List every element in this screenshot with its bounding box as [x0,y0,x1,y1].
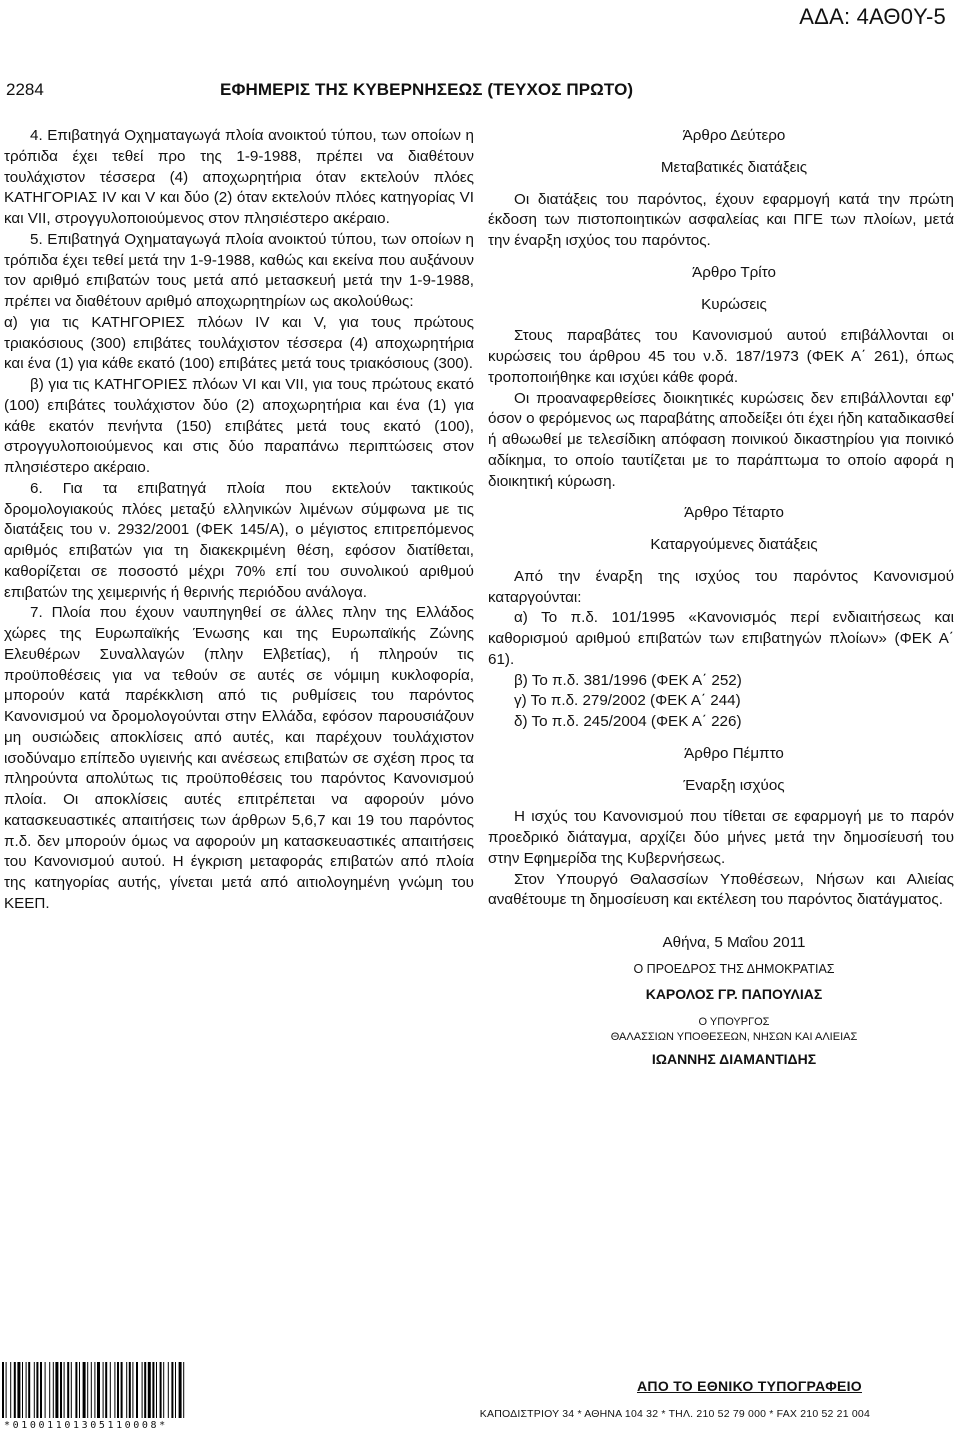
article-4-intro: Από την έναρξη της ισχύος του παρόντος Κανονισμού καταργούνται: [488,567,954,606]
left-column [4,126,474,915]
printer-address: ΚΑΠΟΔΙΣΤΡΙΟΥ 34 * ΑΘΗΝΑ 104 32 * ΤΗΛ. 210 52 79 000 * FAX 210 52 21 004 [479,1408,870,1420]
page-header [0,80,960,106]
barcode-image [2,1362,266,1418]
minister-title-2: ΘΑΛΑΣΣΙΩΝ ΥΠΟΘΕΣΕΩΝ, ΝΗΣΩΝ ΚΑΙ ΑΛΙΕΙΑΣ [610,1030,858,1043]
paragraph-5: 5. Επιβατηγά Οχηματαγωγά πλοία ανοικτού τύπου, των οποίων η τρόπιδα έχει τεθεί μετά την 1-9-1988, καθώς και εκείνα που αυξάνουν τον αριθμό επιβατών τους μετά από μετασκευή μετά την 1-9-1988, πρέπει να διαθέτουν αριθμό αποχωρητηρίων ως ακολούθως: [4,230,474,310]
article-4-item-b: β) Το π.δ. 381/1996 (ΦΕΚ Α΄ 252) [514,671,742,689]
page-number: 2284 [6,80,44,99]
article-3-title: Άρθρο Τρίτο [692,263,776,281]
president-title: Ο ΠΡΟΕΔΡΟΣ ΤΗΣ ΔΗΜΟΚΡΑΤΙΑΣ [633,961,835,976]
article-5-title: Άρθρο Πέμπτο [684,744,784,762]
printer-title: ΑΠΟ ΤΟ ΕΘΝΙΚΟ ΤΥΠΟΓΡΑΦΕΙΟ [637,1378,862,1394]
article-4-item-d: δ) Το π.δ. 245/2004 (ΦΕΚ Α΄ 226) [514,713,742,730]
article-2-text: Οι διατάξεις του παρόντος, έχουν εφαρμογή κατά την πρώτη έκδοση των πιστοποιητικών ασφαλείας και ΠΓΕ των πλοίων, μετά την έναρξη ισχύος του παρόντος. [488,190,954,249]
article-3-paragraph-2: Οι προαναφερθείσες διοικητικές κυρώσεις δεν επιβάλλονται εφ' όσον ο φερόμενος ως παραβάτης αποδείξει ότι έχει ήδη καταδικασθεί ή αθωωθεί με τελεσίδικη απόφαση ποινικού δικαστηρίου για ποινικό αδίκημα, το οποίο ταυτίζεται με το παράπτωμα το οποίο αφορά η διοικητική κύρωση. [488,389,954,490]
paragraph-6: 6. Για τα επιβατηγά πλοία που εκτελούν τακτικούς δρομολογιακούς πλόες μεταξύ ελληνικών λιμένων σύμφωνα με τις διατάξεις του ν. 2932/2001 (ΦΕΚ 145/Α), ο μέγιστος επιτρεπόμενος αριθμός επιβατών για τη διακεκριμένη θέση, εφόσον διατίθεται, καθορίζεται σε ποσοστό μέχρι 70% επί του συνολικού αριθμού επιβατών της χειμερινής ή θερινής περιόδου ανάλογα. [4,479,474,601]
article-5-subtitle: Έναρξη ισχύος [683,776,785,794]
paragraph-5b: β) για τις ΚΑΤΗΓΟΡΙΕΣ πλόων VI και VII, για τους πρώτους εκατό (100) επιβάτες τουλάχιστον δύο (2) αποχωρητήρια και ένα (1) για κάθε εκατόν πενήντα (150) επιβάτες μετά τους εκατό (100), στρογγυλοποιούμενος και στις δύο παραπάνω περιπτώσεις στον πλησιέστερο ακέραιο. [4,376,474,476]
right-column [488,126,954,1069]
journal-title: ΕΦΗΜΕΡΙΣ ΤΗΣ ΚΥΒΕΡΝΗΣΕΩΣ (ΤΕΥΧΟΣ ΠΡΩΤΟ) [220,80,634,99]
article-2-title: Άρθρο Δεύτερο [682,127,786,144]
article-4-title: Άρθρο Τέταρτο [684,504,784,522]
article-5-paragraph-1: Η ισχύς του Κανονισμού που τίθεται σε εφαρμογή με το παρόν προεδρικό διάταγμα, αρχίζει δύο μήνες μετά την δημοσίευσή του στην Εφημερίδα της Κυβερνήσεως. [488,808,954,867]
article-4-item-a: α) Το π.δ. 101/1995 «Κανονισμός περί ενδιαιτήσεως και καθορισμού αριθμού επιβατών των επιβατηγών πλοίων» (ΦΕΚ Α΄ 61). [488,609,954,668]
article-3-paragraph-1: Στους παραβάτες του Κανονισμού αυτού επιβάλλονται οι κυρώσεις του άρθρου 45 του ν.δ. 187/1973 (ΦΕΚ Α΄ 261), όπως τροποποιήθηκε και ισχύει κάθε φορά. [488,327,954,386]
place-date: Αθήνα, 5 Μαΐου 2011 [662,934,806,951]
paragraph-4: 4. Επιβατηγά Οχηματαγωγά πλοία ανοικτού τύπου, των οποίων η τρόπιδα έχει τεθεί προ της 1-9-1988, πρέπει να διαθέτουν τουλάχιστον τέσσερα (4) αποχωρητήρια όταν εκτελούν πλόες ΚΑΤΗΓΟΡΙΑΣ IV και V και δύο (2) όταν εκτελούν πλόες κατηγορίας VI και VII, στρογγυλοποιούμενος στον πλησιέστερο ακέραιο. [4,127,474,227]
president-name: ΚΑΡΟΛΟΣ ΓΡ. ΠΑΠΟΥΛΙΑΣ [645,985,823,1002]
minister-title-1: Ο ΥΠΟΥΡΓΟΣ [698,1015,770,1028]
article-3-subtitle: Κυρώσεις [701,295,767,313]
minister-name: ΙΩΑΝΝΗΣ ΔΙΑΜΑΝΤΙΔΗΣ [651,1050,817,1067]
paragraph-7: 7. Πλοία που έχουν ναυπηγηθεί σε άλλες πλην της Ελλάδος χώρες της Ευρωπαϊκής Ένωσης και της Ευρωπαϊκής Ζώνης Ελευθέρων Συναλλαγών (πλην Ελβετίας), ή πληρούν τις προϋποθέσεις για να τεθούν σε αυτές σε νόμιμη κυκλοφορία, μπορούν κατά παρέκκλιση από τις ρυθμίσεις του παρόντος Κανονισμού να δρομολογούνται στην Ελλάδα, εφόσον παρουσιάζουν μη ουσιώδεις αποκλίσεις από αυτές, και παρέχουν τουλάχιστον ισοδύναμο επίπεδο υγιεινής και ανέσεως επιβατών σε σχέση προς τα πληρούντα απολύτως τις προϋποθέσεις του παρόντος Κανονισμού πλοία. Οι αποκλίσεις αυτές επιτρέπεται να αφορούν μόνο κατασκευαστικές απαιτήσεις των άρθρων 5,6,7 και 19 του παρόντος π.δ. δεν μπορούν όμως να αφορούν μη κατασκευαστικές απαιτήσεις του Κανονισμού αυτού. Η έγκριση μεταφοράς επιβατών από πλοία της κατηγορίας αυτής, γίνεται μετά από αιτιολογημένη γνώμη του ΚΕΕΠ. [4,604,474,912]
paragraph-5a: α) για τις ΚΑΤΗΓΟΡΙΕΣ πλόων IV και V, για τους πρώτους τριακόσιους (300) επιβάτες τουλάχιστον τέσσερα (4) αποχωρητήρια και ένα (1) για κάθε εκατό (100) επιβάτες μετά τους τριακόσιους (300). [4,313,474,373]
barcode-text: *01001101305110008* [4,1420,168,1431]
article-5-paragraph-2: Στον Υπουργό Θαλασσίων Υποθέσεων, Νήσων και Αλιείας αναθέτουμε τη δημοσίευση και εκτέλεση του παρόντος διατάγματος. [488,870,954,909]
article-2-subtitle: Μεταβατικές διατάξεις [660,158,808,176]
article-4-item-c: γ) Το π.δ. 279/2002 (ΦΕΚ Α΄ 244) [514,692,741,710]
ada-code: ΑΔΑ: 4ΑΘ0Υ-5 [799,4,946,29]
article-4-subtitle: Καταργούμενες διατάξεις [650,536,818,553]
